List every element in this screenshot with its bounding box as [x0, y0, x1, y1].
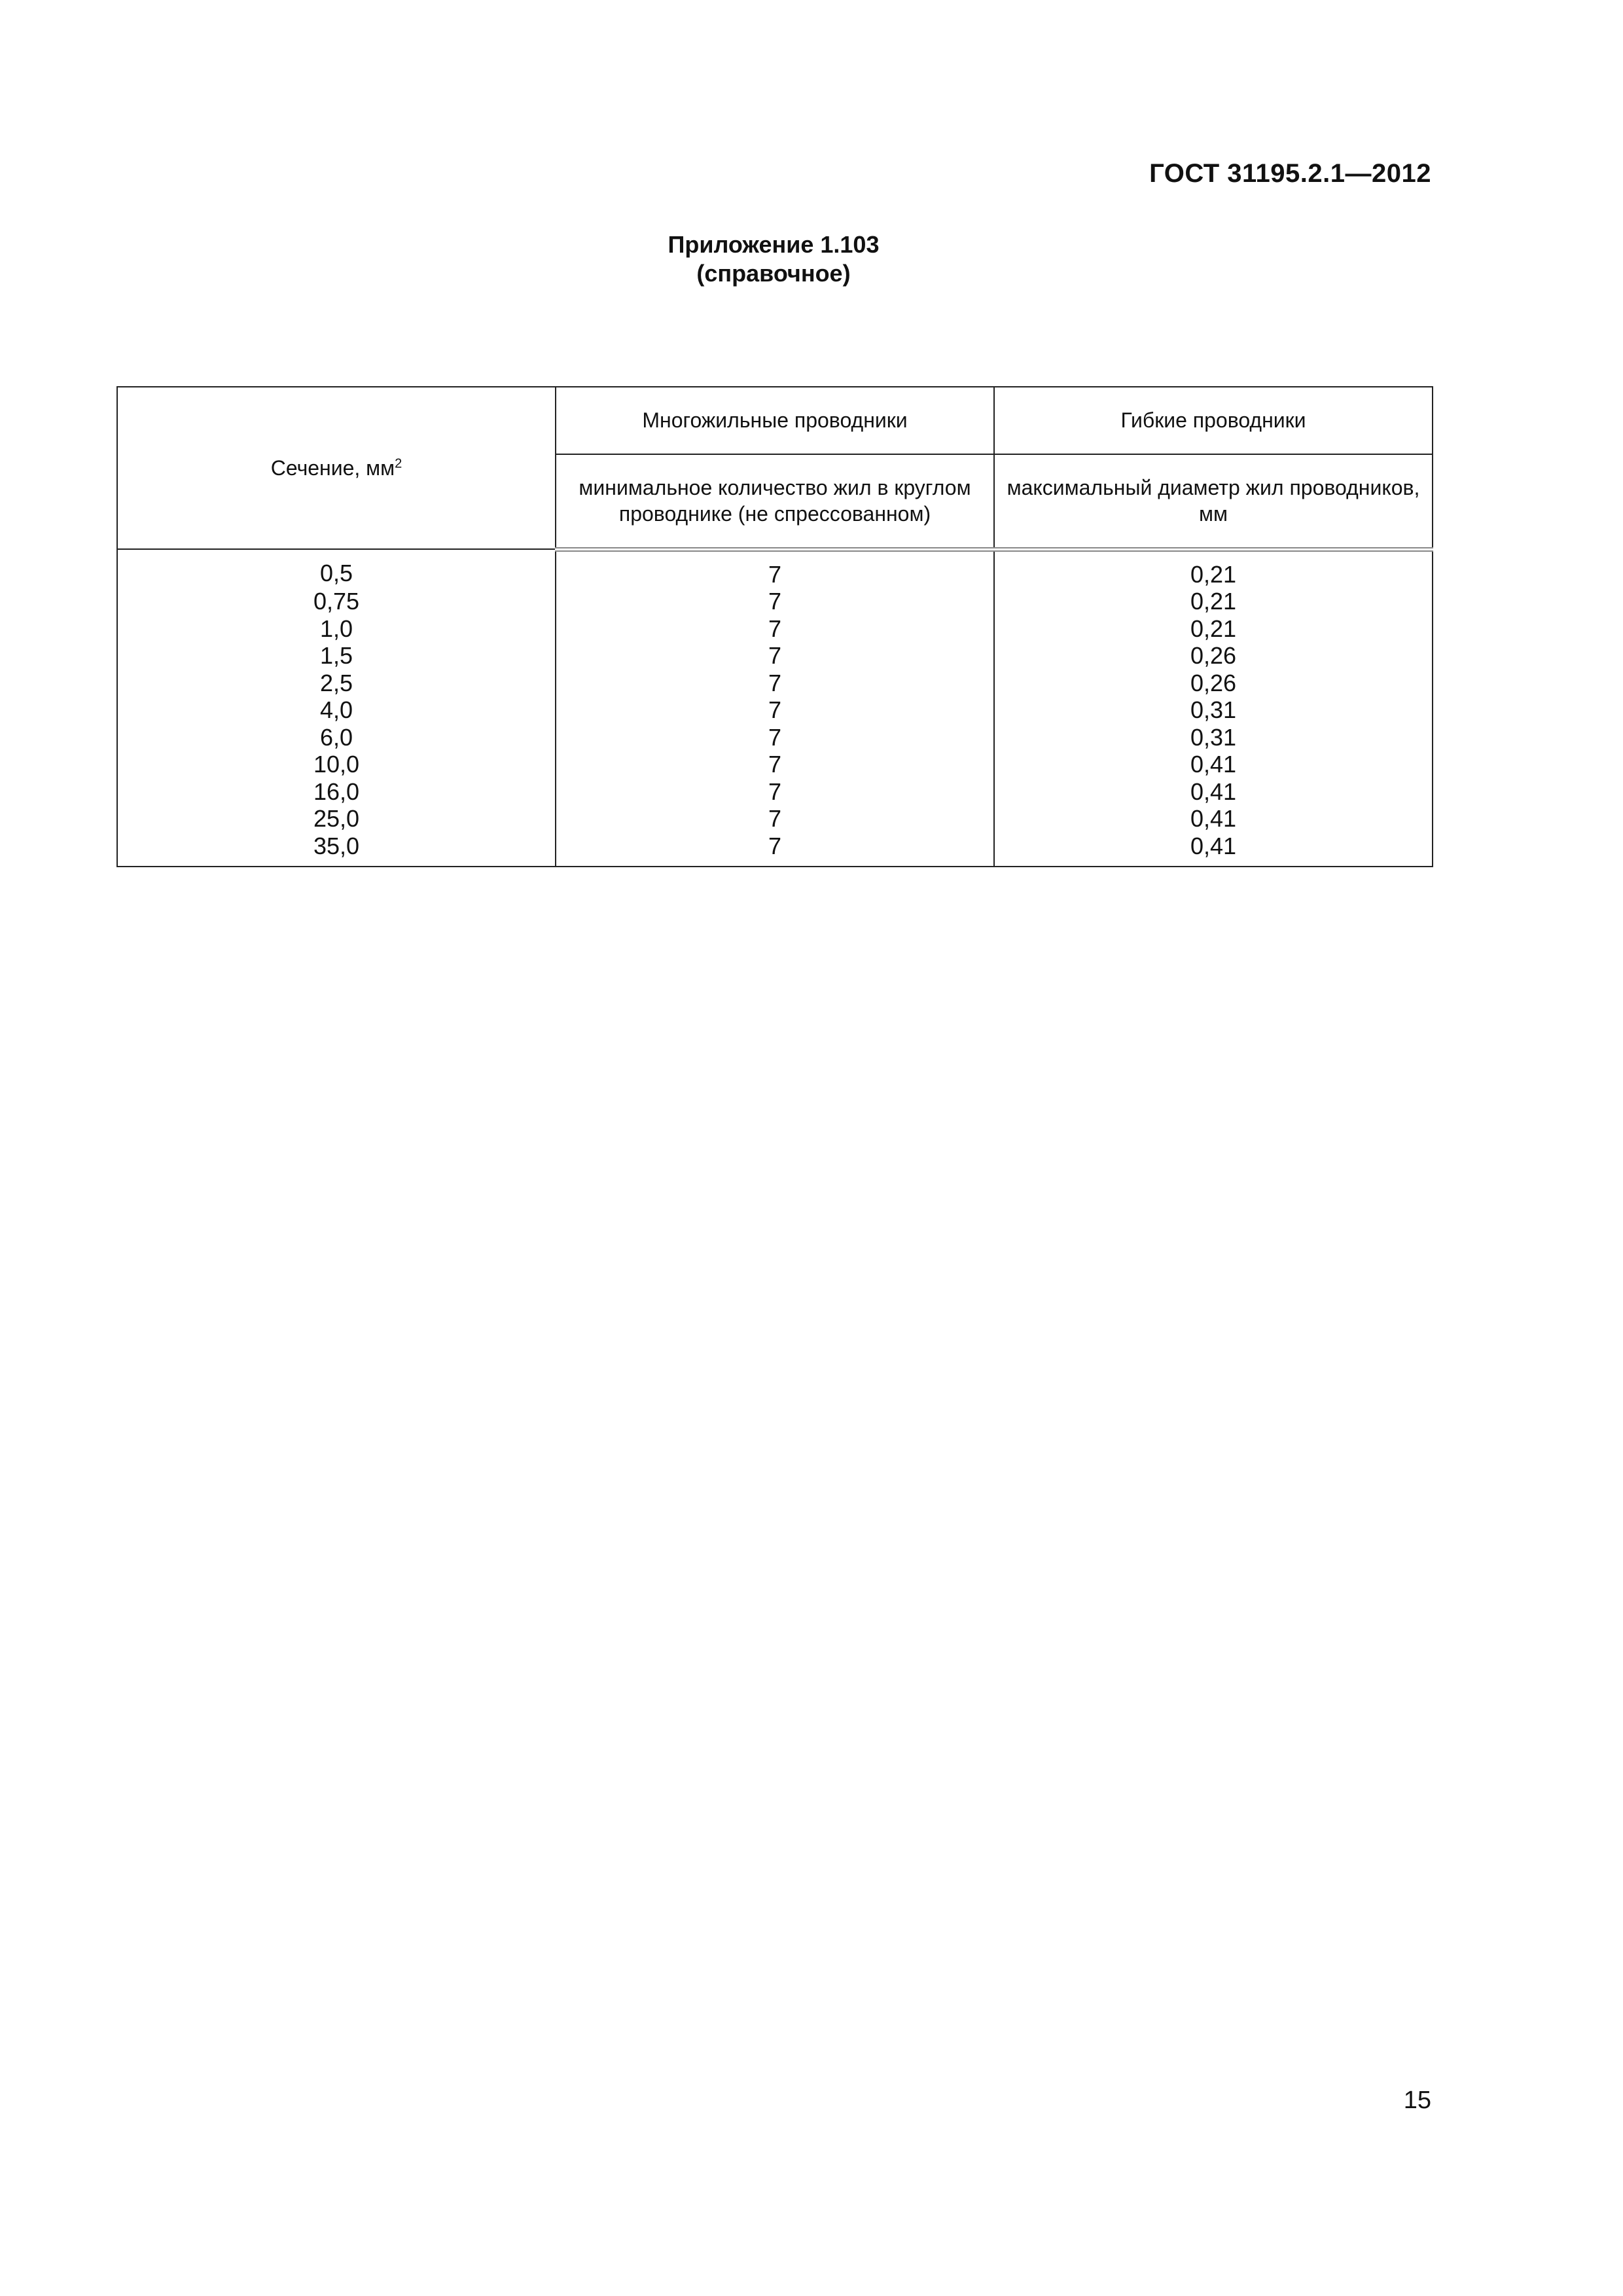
cell-cross-section: 25,0 [117, 805, 556, 833]
table-row [117, 642, 1433, 670]
cell-max-diameter: 0,41 [994, 778, 1433, 806]
cell-cross-section: 16,0 [117, 778, 556, 806]
header-cross-section [117, 387, 556, 549]
cell-max-diameter: 0,21 [994, 588, 1433, 615]
table-row [117, 696, 1433, 724]
table-row [117, 724, 1433, 751]
cell-min-strands: 7 [556, 805, 994, 833]
cell-max-diameter: 0,26 [994, 670, 1433, 697]
cell-max-diameter: 0,31 [994, 724, 1433, 751]
annex-subtitle: (справочное) [696, 260, 851, 287]
cell-max-diameter: 0,26 [994, 642, 1433, 670]
cell-cross-section: 0,5 [117, 549, 556, 588]
cell-min-strands: 7 [556, 696, 994, 724]
cell-max-diameter: 0,41 [994, 805, 1433, 833]
cell-max-diameter: 0,31 [994, 696, 1433, 724]
cell-cross-section: 2,5 [117, 670, 556, 697]
cell-max-diameter: 0,41 [994, 833, 1433, 867]
cell-max-diameter: 0,21 [994, 615, 1433, 643]
cell-min-strands: 7 [556, 778, 994, 806]
cell-min-strands: 7 [556, 642, 994, 670]
cell-min-strands: 7 [556, 751, 994, 778]
cell-cross-section: 6,0 [117, 724, 556, 751]
table-row [117, 549, 1433, 588]
header-min-strands: минимальное количество жил в круглом проводнике (не спрессованном) [556, 454, 994, 549]
cell-max-diameter: 0,21 [994, 549, 1433, 588]
cell-cross-section: 4,0 [117, 696, 556, 724]
header-cross-section-sup: 2 [395, 456, 402, 471]
cell-cross-section: 35,0 [117, 833, 556, 867]
document-code: ГОСТ 31195.2.1—2012 [1149, 159, 1431, 188]
table-row [117, 833, 1433, 867]
cell-min-strands: 7 [556, 833, 994, 867]
table-row [117, 615, 1433, 643]
cell-min-strands: 7 [556, 615, 994, 643]
table-body [117, 549, 1433, 867]
header-max-diameter: максимальный диаметр жил проводников, мм [994, 454, 1433, 549]
table-row [117, 805, 1433, 833]
cell-cross-section: 10,0 [117, 751, 556, 778]
cell-cross-section: 1,0 [117, 615, 556, 643]
cell-min-strands: 7 [556, 724, 994, 751]
cell-cross-section: 0,75 [117, 588, 556, 615]
header-cross-section-label: Сечение, мм [270, 456, 395, 480]
table-row [117, 670, 1433, 697]
header-flexible-conductors: Гибкие проводники [994, 387, 1433, 454]
annex-heading [0, 230, 1547, 288]
cell-max-diameter: 0,41 [994, 751, 1433, 778]
table-row [117, 588, 1433, 615]
conductors-table [116, 386, 1433, 867]
cell-min-strands: 7 [556, 670, 994, 697]
table-row [117, 778, 1433, 806]
page-number: 15 [1403, 2087, 1431, 2114]
header-stranded-conductors: Многожильные проводники [556, 387, 994, 454]
cell-min-strands: 7 [556, 588, 994, 615]
cell-min-strands: 7 [556, 549, 994, 588]
cell-cross-section: 1,5 [117, 642, 556, 670]
annex-title: Приложение 1.103 [668, 231, 880, 258]
table-row [117, 751, 1433, 778]
